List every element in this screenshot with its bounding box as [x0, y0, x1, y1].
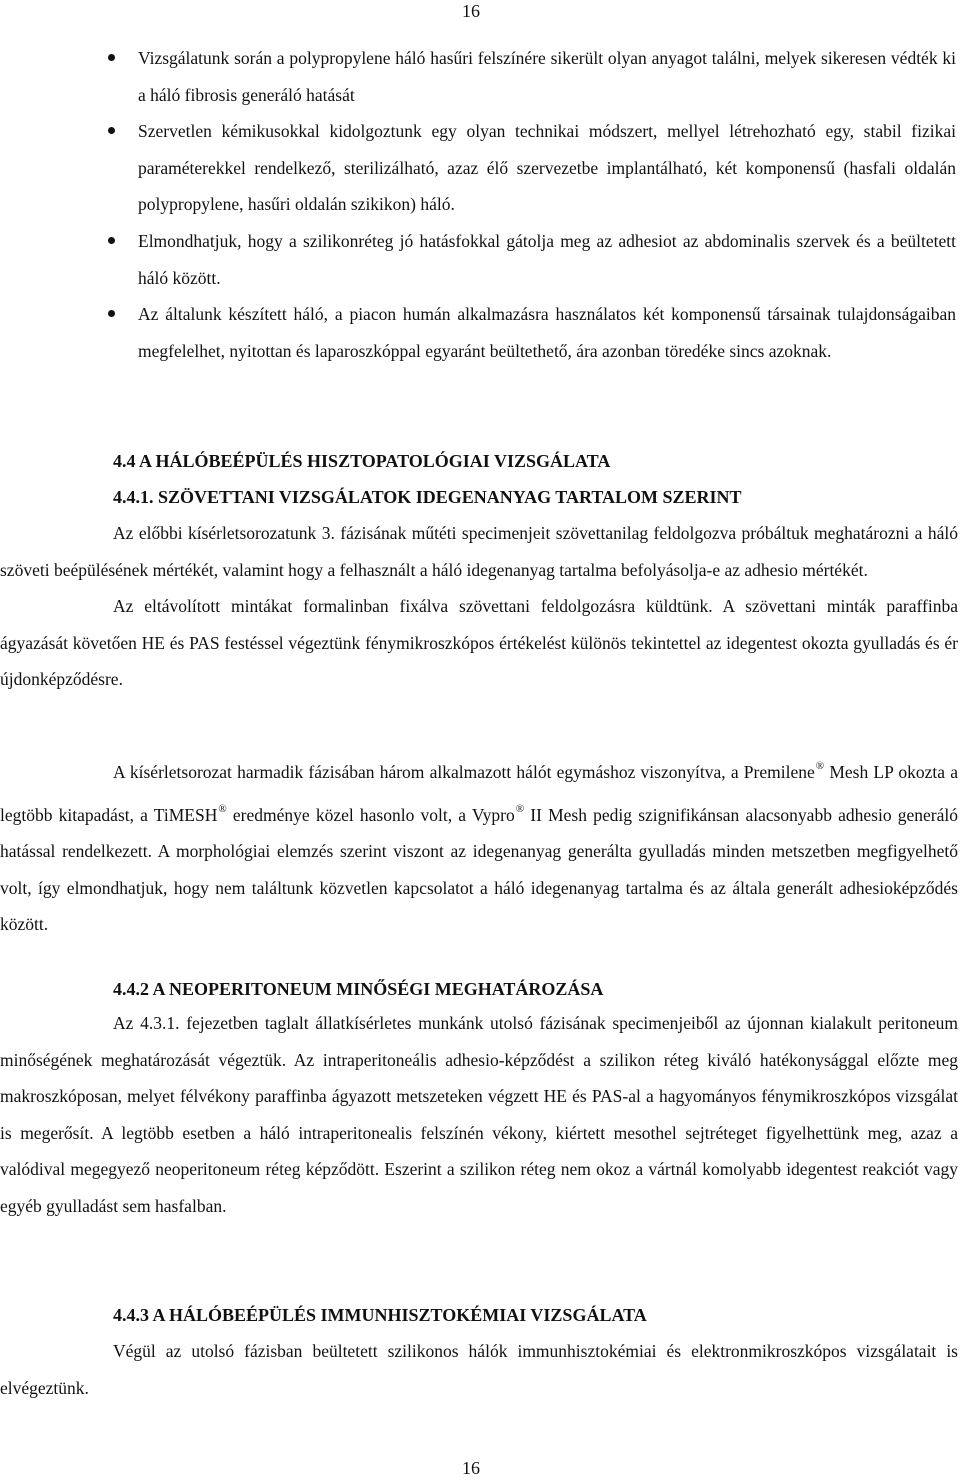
registered-mark: ® — [218, 802, 227, 815]
bullet-text: Szervetlen kémikusokkal kidolgoztunk egy olyan technikai módszert, mellyel létrehozható egy, stabil fizikai paraméterekkel rendelkező, sterilizálható, azaz élő szervezetbe implantálható, két komponensű (hasfali oldalán polypropylene, hasűri oldalán szikikon) háló. — [138, 121, 956, 215]
registered-mark: ® — [515, 802, 525, 815]
paragraph — [0, 748, 958, 943]
paragraph-text: eredménye közel hasonlo volt, a Vypro — [226, 804, 515, 825]
paragraph-text: Mesh LP okozta a legtöbb kitapadást, a TiMESH — [0, 762, 959, 825]
paragraph-text: II Mesh pedig szignifikánsan alacsonyabb adhesio generáló hatással rendelkezett. A morphológiai elemzés szerint viszont az idegenanyag generálta gyulladás minden metszetben megfigyelhető volt, így elmondhatjuk, hogy nem találtunk közvetlen kapcsolatot a háló idegenanyag tartalma és az általa generált adhesioképződés között. — [0, 804, 958, 935]
section-4-4-2-body — [0, 1005, 958, 1225]
section-heading-4-4-2: 4.4.2 A NEOPERITONEUM MINŐSÉGI MEGHATÁROZÁSA — [113, 979, 604, 999]
registered-mark: ® — [815, 760, 825, 772]
section-4-4-1-body — [0, 515, 958, 698]
paragraph: Az eltávolított mintákat formalinban fixálva szövettani feldolgozásra küldtünk. A szövettani minták paraffinba ágyazását követően HE és PAS festéssel végeztünk fénymikroszkópos értékelést különös tekintettel az idegentest okozta gyulladás és ér újdonképződésre. — [0, 596, 958, 690]
bullet-text: Az általunk készített háló, a piacon humán alkalmazásra használatos két komponensű társainak tulajdonságaiban megfelelhet, nyitottan és laparoszkóppal egyaránt beültethető, ára azonban töredéke sincs azoknak. — [138, 304, 956, 361]
bullet-item — [138, 40, 956, 113]
section-4-4-results — [0, 748, 958, 943]
section-heading-4-4-3: 4.4.3 A HÁLÓBEÉPÜLÉS IMMUNHISZTOKÉMIAI VIZSGÁLATA — [113, 1305, 647, 1325]
section-heading-4-4-1: 4.4.1. SZÖVETTANI VIZSGÁLATOK IDEGENANYAG TARTALOM SZERINT — [113, 487, 742, 507]
paragraph-text: A kísérletsorozat harmadik fázisában három alkalmazott hálót egymáshoz viszonyítva, a Premilene — [113, 762, 815, 782]
bullet-item — [138, 223, 956, 296]
bullet-text: Vizsgálatunk során a polypropylene háló hasűri felszínére sikerült olyan anyagot találni, melyek sikeresen védték ki a háló fibrosis generáló hatását — [138, 48, 956, 105]
paragraph: Az előbbi kísérletsorozatunk 3. fázisának műtéti specimenjeit szövettanilag feldolgozva próbáltuk meghatározni a háló szöveti beépülésének mértékét, valamint hogy a felhasznált a háló idegenanyag tartalma befolyásolja-e az adhesio mértékét. — [0, 523, 958, 580]
page-number-top: 16 — [462, 1, 480, 21]
page-number-bottom: 16 — [462, 1458, 480, 1478]
paragraph: Az 4.3.1. fejezetben taglalt állatkísérletes munkánk utolsó fázisának specimenjeiből az újonnan kialakult peritoneum minőségének meghatározását végeztük. Az intraperitoneális adhesio-képződést a szilikon réteg kiváló hatékonysággal előzte meg makroszkóposan, melyet félvékony paraffinba ágyazott metszeteken végzett HE és PAS-al a hagyományos fénymikroszkópos vizsgálat is megerősít. A legtöbb esetben a háló intraperitonealis felszínén vékony, kiértett mesothel sejtréteget figyelhettünk meg, azaz a valódival megegyező neoperitoneum réteg képződött. Eszerint a szilikon réteg nem okoz a vártnál komolyabb idegentest reakciót vagy egyéb gyulladást sem hasfalban. — [0, 1013, 958, 1216]
bullet-item — [138, 113, 956, 223]
bullet-text: Elmondhatjuk, hogy a szilikonréteg jó hatásfokkal gátolja meg az adhesiot az abdominalis szervek és a beültetett háló között. — [138, 230, 956, 288]
bullet-dot-icon — [108, 237, 115, 244]
bullet-dot-icon — [108, 127, 115, 134]
bullet-dot-icon — [108, 310, 115, 317]
bullet-item — [138, 296, 956, 369]
conclusion-bullet-list — [0, 40, 960, 369]
section-4-4-3-body — [0, 1333, 958, 1406]
section-heading-4-4: 4.4 A HÁLÓBEÉPÜLÉS HISZTOPATOLÓGIAI VIZSGÁLATA — [113, 451, 611, 471]
bullet-dot-icon — [108, 54, 115, 61]
paragraph: Végül az utolsó fázisban beültetett szilikonos hálók immunhisztokémiai és elektronmikroszkópos vizsgálatait is elvégeztünk. — [0, 1341, 958, 1398]
